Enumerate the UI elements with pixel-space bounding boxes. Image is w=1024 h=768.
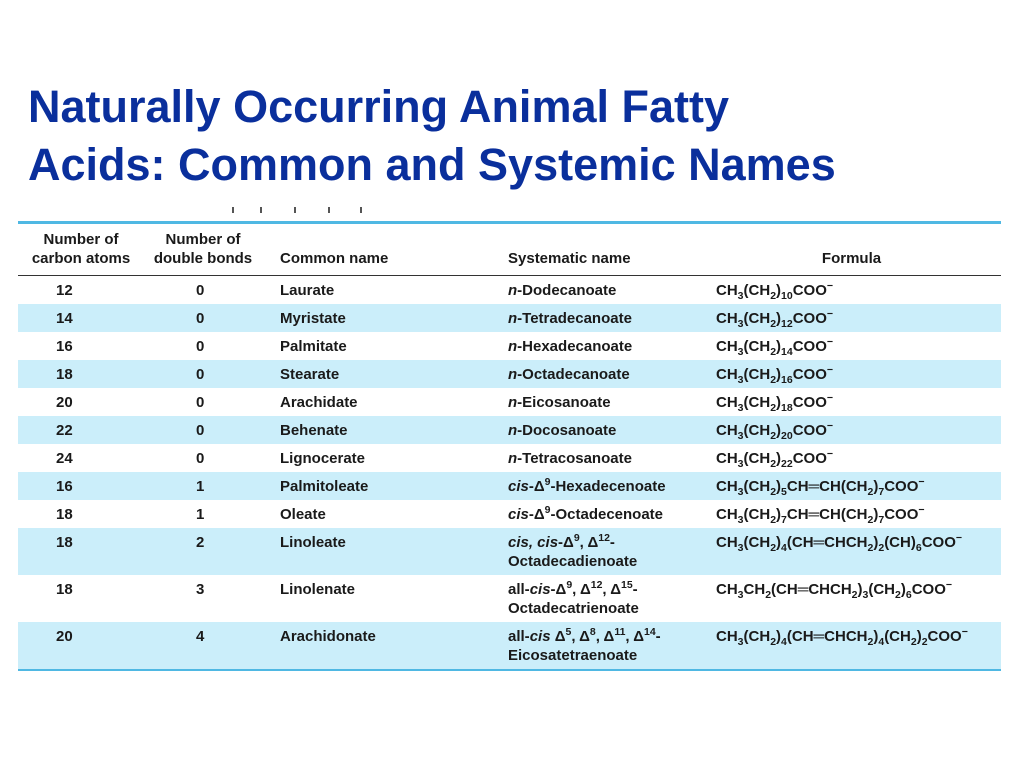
header-double-line-1: Number of bbox=[165, 231, 241, 248]
cell-systematic-name: n-Hexadecanoate bbox=[508, 338, 633, 355]
cell-formula: $CH_3(CH_2)_{18}COO^-$ bbox=[716, 392, 834, 414]
cell-systematic-name: n-Octadecanoate bbox=[508, 366, 630, 383]
table-row bbox=[18, 528, 1001, 575]
cell-carbon-atoms: 12 bbox=[56, 282, 73, 299]
cell-formula: $CH_3(CH_2)_{12}COO^-$ bbox=[716, 308, 834, 330]
cell-systematic-name: n-Docosanoate bbox=[508, 422, 617, 439]
cell-common-name: Oleate bbox=[280, 506, 326, 523]
slide-title bbox=[28, 78, 1008, 194]
cell-double-bonds: 1 bbox=[196, 506, 205, 523]
fatty-acids-table bbox=[18, 221, 1001, 671]
cell-systematic-name: n-Eicosanoate bbox=[508, 394, 611, 411]
cell-systematic-name: n-Tetradecanoate bbox=[508, 310, 632, 327]
header-carbon-line-2: carbon atoms bbox=[31, 250, 131, 267]
table-row bbox=[18, 622, 1001, 670]
cell-carbon-atoms: 18 bbox=[56, 534, 73, 551]
cell-common-name: Stearate bbox=[280, 366, 340, 383]
header-common-name: Common name bbox=[280, 250, 389, 267]
cell-common-name: Myristate bbox=[280, 310, 346, 327]
cell-carbon-atoms: 22 bbox=[56, 422, 73, 439]
cell-systematic-name: n-Dodecanoate bbox=[508, 282, 617, 299]
cell-formula: $CH_3(CH_2)_{22}COO^-$ bbox=[716, 448, 834, 470]
table-row bbox=[18, 500, 1001, 528]
cell-common-name: Linoleate bbox=[280, 534, 346, 551]
table-row bbox=[18, 575, 1001, 622]
table-row bbox=[18, 472, 1001, 500]
fatty-acids-table-container bbox=[18, 221, 1001, 671]
header-formula: Formula bbox=[821, 250, 882, 267]
table-header bbox=[18, 223, 1001, 276]
cell-systematic-name: n-Tetracosanoate bbox=[508, 450, 632, 467]
cell-double-bonds: 0 bbox=[196, 282, 205, 299]
cell-systematic-name: all-cis $\Delta^5$, $\Delta^8$, $\Delta^{11}$, $\Delta^{14}-$ Eicosatetraenoate bbox=[508, 626, 661, 664]
cell-carbon-atoms: 16 bbox=[56, 338, 73, 355]
cell-double-bonds: 4 bbox=[196, 628, 205, 645]
cell-double-bonds: 0 bbox=[196, 422, 205, 439]
cell-double-bonds: 1 bbox=[196, 478, 205, 495]
cell-double-bonds: 0 bbox=[196, 366, 205, 383]
cell-carbon-atoms: 20 bbox=[56, 628, 73, 645]
cell-carbon-atoms: 18 bbox=[56, 366, 73, 383]
header-systematic-name: Systematic name bbox=[508, 250, 631, 267]
cell-formula: $CH_3(CH_2)_{14}COO^-$ bbox=[716, 336, 834, 358]
cell-double-bonds: 0 bbox=[196, 394, 205, 411]
cell-common-name: Arachidonate bbox=[280, 628, 376, 645]
cell-common-name: Behenate bbox=[280, 422, 348, 439]
slide-title-line-2: Acids: Common and Systemic Names bbox=[28, 139, 836, 190]
cell-carbon-atoms: 18 bbox=[56, 581, 73, 598]
cell-systematic-name: cis-$\Delta^9$-Hexadecenoate bbox=[508, 476, 666, 495]
cell-carbon-atoms: 20 bbox=[56, 394, 73, 411]
table-row bbox=[18, 304, 1001, 332]
cell-formula: $CH_3(CH_2)_{16}COO^-$ bbox=[716, 364, 834, 386]
table-header-row bbox=[18, 223, 1001, 276]
cell-common-name: Palmitoleate bbox=[280, 478, 369, 495]
cell-double-bonds: 3 bbox=[196, 581, 205, 598]
header-double-line-2: double bonds bbox=[153, 250, 253, 267]
slide-title-line-1: Naturally Occurring Animal Fatty bbox=[28, 81, 729, 132]
cell-formula: $CH_3(CH_2)_{10}COO^-$ bbox=[716, 280, 834, 302]
table-row bbox=[18, 332, 1001, 360]
cell-systematic-name: all-$cis-\Delta^9$, $\Delta^{12}$, $\Delta^{15}-$ Octadecatrienoate bbox=[508, 579, 639, 617]
cell-formula: $CH_3(CH_2)_7CH═CH(CH_2)_7COO^-$ bbox=[716, 504, 925, 526]
header-carbon-atoms bbox=[18, 223, 144, 276]
cropped-text-remnant bbox=[220, 207, 380, 217]
table-row bbox=[18, 444, 1001, 472]
cell-common-name: Lignocerate bbox=[280, 450, 366, 467]
cell-carbon-atoms: 24 bbox=[56, 450, 73, 467]
cell-double-bonds: 2 bbox=[196, 534, 205, 551]
cell-common-name: Palmitate bbox=[280, 338, 347, 355]
cell-double-bonds: 0 bbox=[196, 338, 205, 355]
cell-carbon-atoms: 16 bbox=[56, 478, 73, 495]
table-row bbox=[18, 416, 1001, 444]
cell-formula: $CH_3(CH_2)_5CH═CH(CH_2)_7COO^-$ bbox=[716, 476, 925, 498]
cell-formula: $CH_3(CH_2)_4(CH═CHCH_2)_4(CH_2)_2COO^-$ bbox=[716, 626, 968, 648]
cell-double-bonds: 0 bbox=[196, 450, 205, 467]
table-row bbox=[18, 388, 1001, 416]
table-row bbox=[18, 360, 1001, 388]
cell-formula: $CH_3(CH_2)_{20}COO^-$ bbox=[716, 420, 834, 442]
cell-systematic-name: cis-$\Delta^9$-Octadecenoate bbox=[508, 504, 664, 523]
cell-formula: $CH_3(CH_2)_4(CH═CHCH_2)_2(CH)_6COO^-$ bbox=[716, 532, 962, 554]
cell-common-name: Linolenate bbox=[280, 581, 356, 598]
cell-systematic-name: cis, cis-$\Delta^9$, $\Delta^{12}-$ Octadecadienoate bbox=[508, 532, 638, 570]
cell-carbon-atoms: 18 bbox=[56, 506, 73, 523]
cell-carbon-atoms: 14 bbox=[56, 310, 73, 327]
cell-double-bonds: 0 bbox=[196, 310, 205, 327]
cell-common-name: Laurate bbox=[280, 282, 335, 299]
table-body bbox=[18, 276, 1001, 671]
header-double-bonds bbox=[144, 223, 262, 276]
header-carbon-line-1: Number of bbox=[43, 231, 119, 248]
cell-common-name: Arachidate bbox=[280, 394, 358, 411]
cell-formula: $CH_3CH_2(CH═CHCH_2)_3(CH_2)_6COO^-$ bbox=[716, 579, 953, 601]
table-row bbox=[18, 276, 1001, 305]
